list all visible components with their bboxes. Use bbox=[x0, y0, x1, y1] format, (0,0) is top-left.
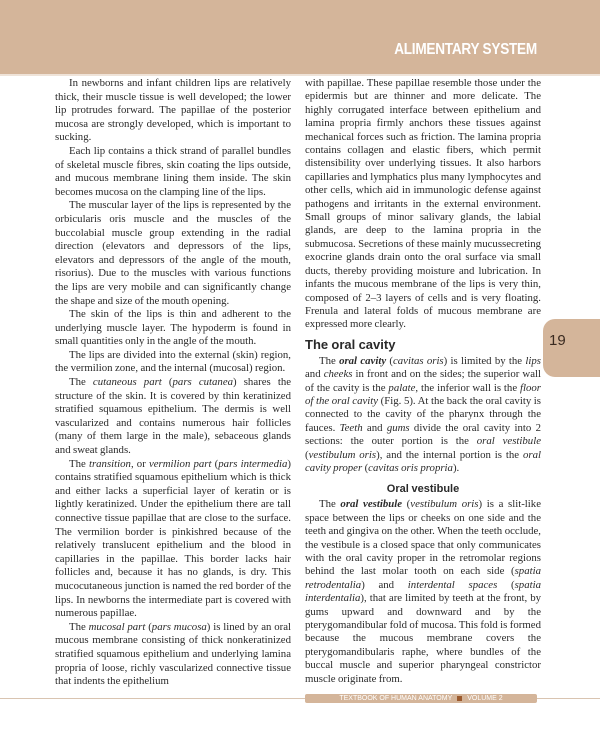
text-run: ( bbox=[161, 376, 173, 389]
header-divider bbox=[0, 74, 600, 76]
paragraph bbox=[55, 621, 291, 689]
text-run: ( bbox=[211, 457, 219, 470]
text-run: Each lip contains a thick strand of parallel bundles of skeletal muscle fibres, skin coating the lips outside, and mucous membrane lining them inside. The skin becomes mucosa on the clamping line of the lips. bbox=[55, 144, 291, 198]
text-run: ) is lined by an oral mucous membrane consisting of thick nonkeratinized stratified squamous epithelium and underlying lamina propria of loose, richly vascularized connective tissue that indents the epithelium bbox=[55, 620, 291, 688]
text-run: ) shares the structure of the skin. It is covered by thin keratinized stratified squamous epithelium. The dermis is well vascularized and contains numerous hair follicles (many of them large in the male), sebaceous glands and sweat glands. bbox=[55, 376, 292, 457]
emphasized-term: gums bbox=[386, 421, 410, 434]
emphasized-term: spatia retrodentalia bbox=[305, 565, 541, 591]
text-run: divide the oral cavity into 2 sections: the outer portion is the bbox=[305, 421, 542, 448]
text-run: ( bbox=[305, 448, 309, 461]
emphasized-term: oral vestibule bbox=[476, 435, 541, 448]
text-run: ) contains stratified squamous epithelium which is thick and either lacks a superficial layer of keratin or is lightly keratinized. Under the epithelium there are tall connective tissue papillae that are close to the surface. The vermilion border is pinkishred because of the relatively translucent epithelium and the blood in capillaries in the papillae. This border lacks hair follicles and, because it has no glands, is dry. This mucocutaneous junction is named the red border of the lips. In newborns the intermediate part is covered with numerous papillae. bbox=[55, 457, 292, 620]
text-run: in front and on the sides; the superior wall of the cavity is the bbox=[305, 368, 541, 394]
emphasized-term: mucosal part bbox=[88, 620, 146, 633]
footer-volume: VOLUME 2 bbox=[467, 695, 503, 702]
emphasized-term: lips bbox=[525, 354, 541, 367]
text-run: The lips are divided into the external (skin) region, the vermilion zone, and the internal (mucosal) region. bbox=[55, 348, 291, 375]
page-number: 19 bbox=[549, 332, 566, 349]
emphasized-term: palate bbox=[388, 381, 416, 394]
emphasized-term: vermilion part bbox=[148, 457, 212, 470]
text-run: and bbox=[305, 368, 324, 381]
paragraph bbox=[55, 349, 291, 376]
text-run: ( bbox=[402, 498, 411, 511]
emphasized-term: vestibulum oris bbox=[308, 448, 377, 461]
emphasized-term: spatia interdentalia bbox=[305, 578, 541, 605]
paragraph bbox=[305, 498, 541, 686]
paragraph bbox=[55, 308, 291, 349]
footer-book-title: TEXTBOOK OF HUMAN ANATOMY bbox=[339, 695, 453, 702]
emphasized-term: interdental spaces bbox=[407, 578, 498, 591]
text-run: The bbox=[319, 354, 340, 367]
paragraph bbox=[55, 199, 291, 308]
text-run: and bbox=[362, 421, 387, 434]
text-run: , or bbox=[130, 457, 149, 470]
emphasized-term: oral cavity bbox=[339, 354, 387, 367]
emphasized-term: cavitas oris propria bbox=[368, 461, 453, 474]
text-run: (Fig. 5). At the back the oral cavity is connected to the cavity of the pharynx through the fauces. bbox=[305, 394, 541, 434]
emphasized-term: transition bbox=[88, 457, 131, 470]
chapter-header-band bbox=[0, 0, 600, 74]
text-run: The oral cavity bbox=[305, 336, 396, 352]
paragraph bbox=[55, 145, 291, 199]
emphasized-term: vestibulum oris bbox=[410, 498, 479, 511]
text-run: The bbox=[319, 498, 341, 511]
text-run: The bbox=[69, 457, 89, 470]
emphasized-term: cutaneous part bbox=[92, 376, 162, 389]
text-run: In newborns and infant children lips are relatively thick, their muscle tissue is well developed; the lower lip protrudes forward. The papillae of the posterior mucosa are strongly developed, which is important to sucking. bbox=[55, 77, 291, 144]
text-run: Oral vestibule bbox=[386, 483, 460, 496]
right-text-column bbox=[305, 77, 541, 686]
section-heading bbox=[305, 337, 541, 353]
text-run: ). bbox=[452, 461, 460, 474]
text-run: The muscular layer of the lips is represented by the orbicularis oris muscle and the muscles of the buccolabial muscle group extending in the radial direction (elevators and depressors of the lips, elevators and depressors of the angle of the mouth, risorius). Due to the muscles with various functions the lips are very mobile and can significantly change the shape and size of the mouth opening. bbox=[55, 199, 291, 307]
text-run: with papillae. These papillae resemble those under the epidermis but are thinner and more delicate. The highly corrugated interface between epithelium and lamina propria firmly anchors these tissues against mechanical forces such as friction. The lamina propria contains collagen and elastic fibers, which permit distensibility over underlying tissues. It also harbors capillaries and lymphatics plus many lymphocytes and other cells, which aid in immunologic defense against pathogens and irritants in the external environment. Small groups of minor salivary glands, the labial glands, are deep to the lamina propria in the submucosa. Secretions of these mainly mucussecreting exocrine glands drain onto the oral surface via small ducts, thereby providing moisture and lubrication. In infants the mucous membrane of the lips is very thin, composed of 2–3 layers of cells and is very floating. Frenula and lateral folds of mucous membrane are expressed more clearly. bbox=[305, 77, 541, 331]
footer-separator-square bbox=[457, 696, 462, 701]
emphasized-term: oral cavity proper bbox=[305, 448, 541, 474]
emphasized-term: pars intermedia bbox=[218, 457, 288, 470]
emphasized-term: cheeks bbox=[323, 368, 353, 381]
text-run: The skin of the lips is thin and adherent to the underlying muscle layer. The hypoderm is found in small quantities only in the angle of the mouth. bbox=[55, 308, 291, 348]
emphasized-term: cavitas oris bbox=[392, 354, 444, 367]
emphasized-term: Teeth bbox=[339, 421, 363, 434]
chapter-title: ALIMENTARY SYSTEM bbox=[394, 41, 537, 58]
text-run: The bbox=[69, 620, 89, 633]
text-run: ( bbox=[386, 354, 393, 367]
emphasized-term: pars mucosa bbox=[151, 620, 207, 633]
paragraph bbox=[305, 355, 541, 476]
paragraph bbox=[55, 77, 291, 145]
text-run: The bbox=[69, 376, 93, 389]
text-run: ) and bbox=[361, 578, 408, 591]
footer-running-title bbox=[305, 694, 537, 703]
text-run: ), and the internal portion is the bbox=[376, 448, 523, 461]
subsection-heading bbox=[305, 482, 541, 496]
emphasized-term: pars cutanea bbox=[172, 376, 234, 389]
text-run: ( bbox=[497, 578, 515, 591]
text-run: , the inferior wall is the bbox=[415, 381, 521, 394]
text-run: ) is a slit-like space between the lips or cheeks on one side and the teeth and gingiva on the other. When the teeth occlude, the vestibule is a closed space that only communicates with the oral cavity proper in the retromolar regions behind the last molar tooth on each side ( bbox=[305, 498, 541, 578]
left-text-column bbox=[55, 77, 291, 689]
paragraph bbox=[55, 376, 291, 458]
emphasized-term: oral vestibule bbox=[340, 498, 403, 511]
text-run: ( bbox=[145, 620, 152, 633]
paragraph bbox=[55, 458, 291, 621]
text-run: ) is limited by the bbox=[443, 354, 526, 367]
paragraph bbox=[305, 77, 541, 332]
text-run: ( bbox=[362, 461, 369, 474]
text-run: ), that are limited by teeth at the front, by gums upward and downward and by the pterygomandibular fold of mucosa. This fold is formed because the mucous membrane covers the pterygomandibularis raphe, where bundles of the buccal muscle and superior pharyngeal constrictor muscle originate from. bbox=[305, 592, 541, 685]
emphasized-term: floor of the oral cavity bbox=[305, 381, 542, 407]
